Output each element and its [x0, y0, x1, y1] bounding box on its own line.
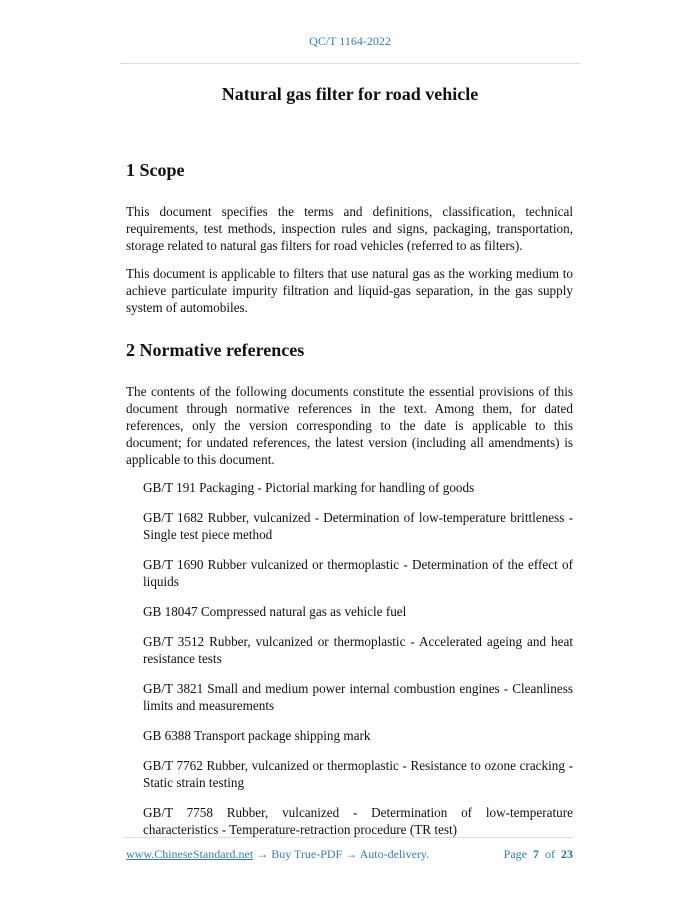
page-of: of: [545, 847, 555, 861]
reference-item: GB/T 1690 Rubber vulcanized or thermoplastic - Determination of the effect of liquids: [143, 557, 573, 589]
running-header: QC/T 1164-2022: [309, 34, 391, 48]
scope-paragraph-1: This document specifies the terms and definitions, classification, technical requirements, test methods, inspection rules and signs, packaging, transportation, storage related to natural gas filters for road vehicles (referred to as filters).: [126, 204, 573, 253]
reference-item: GB 6388 Transport package shipping mark: [143, 728, 371, 743]
auto-delivery-text: → Auto-delivery.: [345, 847, 430, 861]
reference-item: GB/T 3512 Rubber, vulcanized or thermoplastic - Accelerated ageing and heat resistance tests: [143, 634, 573, 666]
header-divider: [120, 63, 580, 64]
section-heading-scope: 1 Scope: [126, 160, 185, 180]
page-label: Page: [503, 847, 527, 861]
page-total: 23: [561, 847, 573, 861]
reference-item: GB 18047 Compressed natural gas as vehicle fuel: [143, 604, 407, 619]
website-link[interactable]: www.ChineseStandard.net: [126, 847, 254, 861]
page-indicator: [504, 847, 573, 862]
footer-divider: [124, 837, 572, 838]
normative-intro-paragraph: The contents of the following documents constitute the essential provisions of this document through normative references in the text. Among them, for dated references, only the version corresponding to the date is applicable to this document; for undated references, the latest version (including all amendments) is applicable to this document.: [126, 384, 573, 467]
document-body: [126, 160, 573, 838]
reference-item: GB/T 3821 Small and medium power internal combustion engines - Cleanliness limits and measurements: [143, 681, 573, 713]
buy-pdf-text: → Buy True-PDF: [253, 847, 346, 861]
page-current: 7: [533, 847, 539, 861]
section-heading-normative-references: 2 Normative references: [126, 340, 305, 360]
reference-item: GB/T 1682 Rubber, vulcanized - Determination of low-temperature brittleness - Single test piece method: [143, 510, 573, 542]
reference-item: GB/T 7762 Rubber, vulcanized or thermoplastic - Resistance to ozone cracking - Static strain testing: [143, 758, 573, 790]
footer-promo: [126, 847, 429, 862]
reference-item: GB/T 191 Packaging - Pictorial marking for handling of goods: [143, 480, 475, 495]
reference-item: GB/T 7758 Rubber, vulcanized - Determination of low-temperature characteristics - Temperature-retraction procedure (TR test): [143, 805, 573, 837]
document-title: Natural gas filter for road vehicle: [221, 84, 479, 104]
page-footer: [126, 847, 573, 862]
scope-paragraph-2: This document is applicable to filters that use natural gas as the working medium to achieve particulate impurity filtration and liquid-gas separation, in the gas supply system of automobiles.: [126, 266, 573, 315]
